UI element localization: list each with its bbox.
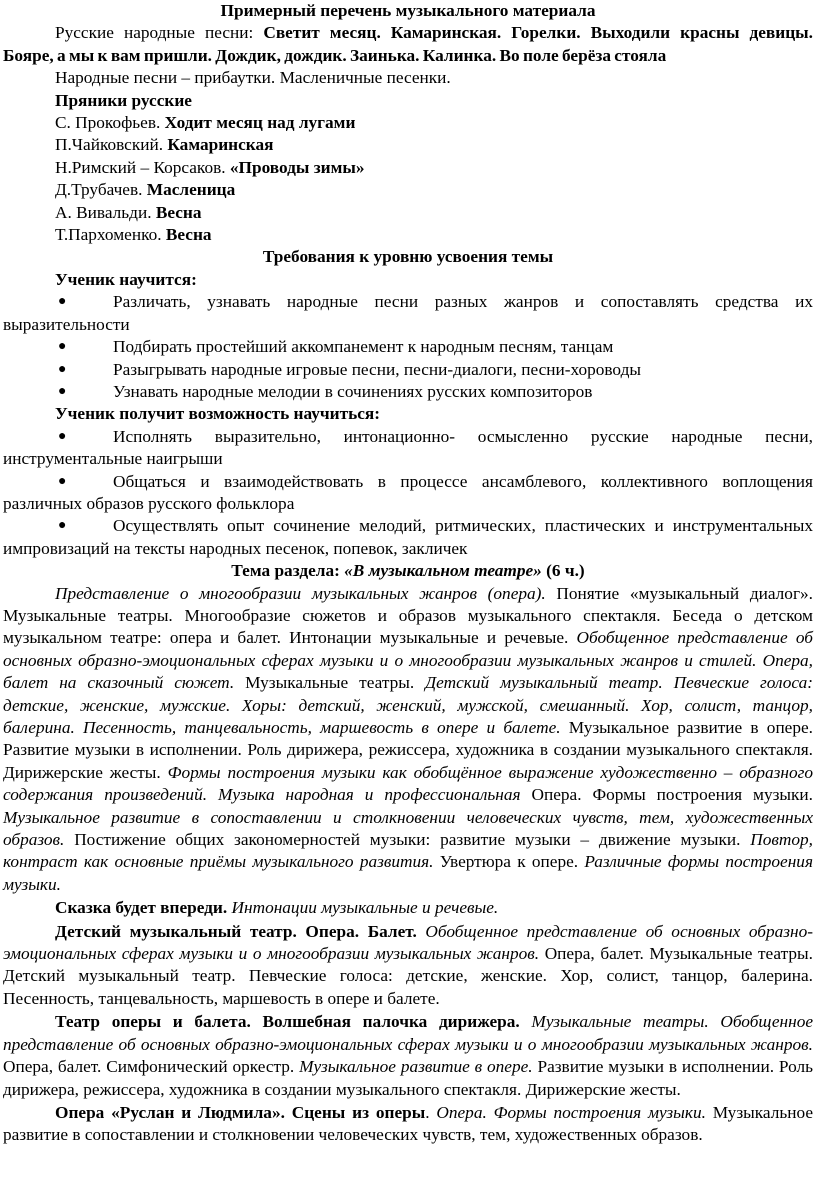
bullet-item bbox=[3, 291, 813, 336]
work-title: Ходит месяц над лугами bbox=[164, 113, 356, 133]
text-run: Обобщенное представление об основных образно-эмоциональных сферах музыки и о многообразии музыкальных жанров. bbox=[3, 921, 813, 964]
folk-songs-paragraph bbox=[3, 22, 813, 67]
bullet-item bbox=[3, 426, 813, 471]
text-run: Интонации музыкальные и речевые. bbox=[227, 898, 499, 918]
section-title bbox=[3, 560, 813, 582]
work-title: «Проводы зимы» bbox=[229, 157, 365, 177]
ruslan-lyudmila-paragraph bbox=[3, 1102, 813, 1147]
text-run: Детский музыкальный театр. Опера. Балет. bbox=[55, 921, 417, 941]
folk-songs-list-b: Бояре, а мы к вам пришли. Дождик, дождик. Заинька. Калинка. Во поле берёза стояла bbox=[3, 45, 667, 65]
pryaniki-line: Пряники русские bbox=[55, 90, 192, 110]
bullet-icon: ● bbox=[58, 383, 67, 399]
bullet-icon: ● bbox=[58, 473, 67, 489]
bullet-text: Осуществлять опыт сочинение мелодий, ритмических, пластических и инструментальных импровизаций на тексты народных песенок, попевок, закличек bbox=[3, 516, 813, 558]
work-item bbox=[3, 112, 813, 134]
text-run: Развитие музыки в исполнении. Роль дирижера, режиссера, художника в создании музыкального спектакля. Дирижерские жесты. bbox=[3, 1057, 813, 1099]
text-run: Обобщенное представление об основных образно-эмоциональных сферах музыки и о многообразии музыкальных жанров и стилей. Опера, балет на сказочный сюжет. bbox=[3, 628, 813, 693]
opportunity-list bbox=[3, 426, 813, 560]
bullet-icon: ● bbox=[58, 339, 67, 355]
text-run: Опера «Руслан и Людмила». Сцены из оперы bbox=[55, 1102, 426, 1122]
text-run: Опера, балет. Симфонический оркестр. bbox=[3, 1057, 300, 1077]
bullet-item bbox=[3, 381, 813, 403]
work-author: П.Чайковский. bbox=[55, 135, 168, 155]
bullet-item bbox=[3, 471, 813, 516]
doc-title: Примерный перечень музыкального материала bbox=[220, 1, 596, 20]
text-run: Понятие «музыкальный диалог». Музыкальные театры. Многообразие сюжетов и образов музыкального спектакля. Беседа о детском музыкальном театре: опера и балет. Интонации музыкальные и речевые. bbox=[3, 583, 813, 648]
pribautki-line: Народные песни – прибаутки. Масленичные песенки. bbox=[55, 68, 451, 88]
works-list bbox=[3, 112, 813, 246]
work-author: Т.Пархоменко. bbox=[55, 225, 166, 245]
bullet-text: Разыгрывать народные игровые песни, песни-диалоги, песни-хороводы bbox=[113, 359, 641, 379]
bullet-text: Исполнять выразительно, интонационно- осмысленно русские народные песни, инструментальные наигрыши bbox=[3, 426, 813, 469]
children-theatre-paragraph bbox=[3, 921, 813, 1011]
section-intro-paragraph bbox=[3, 583, 813, 897]
section-hours: (6 ч.) bbox=[541, 561, 585, 581]
work-title: Весна bbox=[165, 225, 212, 245]
opportunity-title: Ученик получит возможность научиться: bbox=[55, 404, 381, 424]
work-title: Камаринская bbox=[167, 135, 274, 155]
text-run: Музыкальные театры. Обобщенное представление об основных образно-эмоциональных сферах музыки и о многообразии музыкальных жанров. bbox=[3, 1012, 814, 1054]
work-title: Масленица bbox=[146, 180, 236, 200]
opera-ballet-theatre-paragraph bbox=[3, 1011, 813, 1101]
text-run: Театр оперы и балета. Волшебная палочка дирижера. bbox=[55, 1012, 520, 1032]
text-run: . bbox=[425, 1102, 437, 1122]
bullet-item bbox=[3, 359, 813, 381]
text-run: Сказка будет впереди. bbox=[55, 898, 228, 918]
text-run: Представление о многообразии музыкальных жанров (опера). bbox=[55, 583, 546, 603]
bullet-icon: ● bbox=[58, 428, 67, 444]
text-run: Музыкальные театры. bbox=[234, 673, 426, 693]
work-item bbox=[3, 224, 813, 246]
bullet-item bbox=[3, 336, 813, 358]
text-run: Опера, балет. Музыкальные театры. Детский музыкальный театр. Певческие голоса: детские, женские. Хор, солист, танцор, балерина. Песенность, танцевальность, маршевость в опере и балете. bbox=[3, 944, 813, 1008]
text-run: Опера. Формы построения музыки. bbox=[520, 785, 813, 805]
bullet-icon: ● bbox=[58, 294, 67, 310]
text-run: Увертюра к опере. bbox=[433, 852, 585, 872]
text-run: Музыкальное развитие в сопоставлении и столкновении человеческих чувств, тем, художественных образов. bbox=[3, 1102, 813, 1145]
work-title: Весна bbox=[155, 202, 202, 222]
work-item bbox=[3, 179, 813, 201]
section-prefix: Тема раздела: bbox=[231, 561, 345, 581]
work-item bbox=[3, 134, 813, 156]
text-run: Музыкальное развитие в сопоставлении и столкновении человеческих чувств, тем, художественных образов. bbox=[3, 807, 813, 850]
text-run: Постижение общих закономерностей музыки: развитие музыки – движение музыки. bbox=[64, 830, 751, 850]
text-run: Музыкальное развитие в опере. Развитие музыки в исполнении. Роль дирижера, режиссера, художника в создании музыкального спектакля. Дирижерские жесты. bbox=[3, 718, 813, 782]
text-run: Детский музыкальный театр. Певческие голоса: детские, женские, мужские. Хоры: детский, женский, мужской, смешанный. Хор, солист, танцор, балерина. Песенность, танцевальность, маршевость в опере и балете. bbox=[3, 673, 813, 737]
bullet-icon: ● bbox=[58, 361, 67, 377]
text-run: Формы построения музыки как обобщённое выражение художественно – образного содержания произведений. Музыка народная и профессиональная bbox=[3, 762, 813, 805]
folk-songs-prefix: Русские народные песни: bbox=[55, 23, 264, 43]
bullet-item bbox=[3, 515, 813, 560]
work-item bbox=[3, 157, 813, 179]
text-run: Повтор, контраст как основные приёмы музыкального развития. bbox=[3, 830, 813, 872]
bullet-text: Узнавать народные мелодии в сочинениях русских композиторов bbox=[113, 381, 593, 401]
work-author: Н.Римский – Корсаков. bbox=[55, 157, 230, 177]
learn-title: Ученик научится: bbox=[55, 269, 197, 289]
text-run: Музыкальное развитие в опере. bbox=[299, 1057, 533, 1077]
work-item bbox=[3, 202, 813, 224]
section-name: «В музыкальном театре» bbox=[344, 561, 542, 581]
bullet-text: Подбирать простейший аккомпанемент к народным песням, танцам bbox=[113, 337, 614, 357]
requirements-title: Требования к уровню усвоения темы bbox=[262, 247, 554, 267]
folk-songs-list-a: Светит месяц. Камаринская. Горелки. Выходили красны девицы. bbox=[263, 23, 813, 43]
text-run: Опера. Формы построения музыки. bbox=[436, 1102, 706, 1122]
bullet-text: Различать, узнавать народные песни разных жанров и сопоставлять средства их выразительности bbox=[3, 292, 813, 334]
work-author: Д.Трубачев. bbox=[55, 180, 147, 200]
work-author: С. Прокофьев. bbox=[55, 113, 165, 133]
fairy-tale-paragraph bbox=[3, 897, 813, 919]
text-run: Различные формы построения музыки. bbox=[3, 852, 813, 894]
bullet-icon: ● bbox=[58, 518, 67, 534]
work-author: А. Вивальди. bbox=[55, 202, 156, 222]
bullet-text: Общаться и взаимодействовать в процессе ансамблевого, коллективного воплощения различных образов русского фольклора bbox=[3, 471, 813, 513]
learn-list bbox=[3, 291, 813, 403]
